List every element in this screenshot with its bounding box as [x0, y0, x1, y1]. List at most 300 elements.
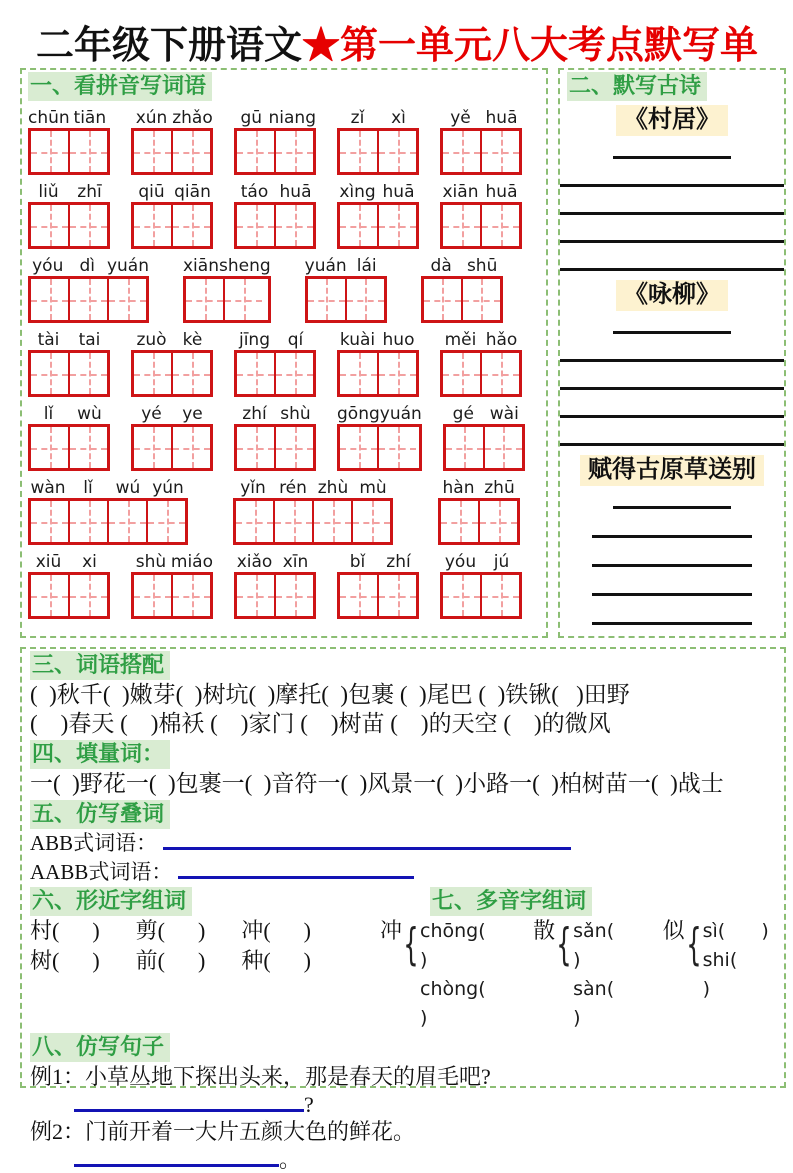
pinyin-syllable: wài: [489, 404, 519, 424]
reduplication-row: [30, 858, 776, 887]
pinyin-syllable: huā: [382, 182, 415, 202]
tianzige-cell[interactable]: [237, 205, 274, 246]
measure-word-line: 一( )野花一( )包裹一( )音符一( )风景一( )小路一( )柏树苗一( )战士: [30, 771, 724, 796]
tianzige-grid[interactable]: [131, 128, 213, 175]
pinyin-label: [440, 548, 522, 572]
tianzige-grid[interactable]: [233, 498, 393, 545]
polyphone-group: [380, 917, 523, 1033]
pinyin-label: [234, 326, 316, 350]
tianzige-cell[interactable]: [480, 575, 519, 616]
pinyin-syllable: qiān: [174, 182, 211, 202]
pinyin-syllable: xiān: [183, 256, 219, 276]
tianzige-cell[interactable]: [134, 353, 171, 394]
tianzige-grid[interactable]: [28, 202, 110, 249]
pinyin-label: [131, 326, 213, 350]
pinyin-syllable: jú: [493, 552, 510, 572]
tianzige-cell[interactable]: [377, 427, 416, 468]
tianzige-cell[interactable]: [312, 501, 351, 542]
tianzige-grid[interactable]: [28, 350, 110, 397]
poem-answer-line[interactable]: [560, 418, 784, 446]
pinyin-syllable: yún: [152, 478, 184, 498]
tianzige-grid[interactable]: [234, 202, 316, 249]
pinyin-word-group: [234, 548, 316, 619]
tianzige-grid[interactable]: [183, 276, 271, 323]
tianzige-cell[interactable]: [68, 501, 107, 542]
tianzige-cell[interactable]: [443, 575, 480, 616]
tianzige-cell[interactable]: [171, 353, 210, 394]
pinyin-syllable: měi: [444, 330, 477, 350]
tianzige-grid[interactable]: [28, 498, 188, 545]
pinyin-syllable: wù: [77, 404, 102, 424]
polyphone-groups: [380, 917, 776, 1033]
similar-char-item: 冲( ): [241, 918, 311, 943]
tianzige-grid[interactable]: [440, 572, 522, 619]
pinyin-syllable: qiū: [138, 182, 165, 202]
answer-line[interactable]: [178, 858, 414, 879]
tianzige-grid[interactable]: [337, 572, 419, 619]
pinyin-syllable: gé: [452, 404, 474, 424]
pinyin-word-group: [337, 326, 419, 397]
pinyin-label: [131, 400, 213, 424]
pinyin-word-group: [28, 252, 149, 323]
pinyin-syllable: yóu: [32, 256, 64, 276]
tianzige-cell[interactable]: [340, 575, 377, 616]
polyphone-reading: sì( ): [702, 920, 769, 942]
tianzige-cell[interactable]: [274, 575, 313, 616]
tianzige-cell[interactable]: [31, 279, 68, 320]
pinyin-word-group: [440, 548, 522, 619]
tianzige-cell[interactable]: [186, 279, 223, 320]
tianzige-grid[interactable]: [234, 424, 316, 471]
example-block: [30, 1062, 776, 1117]
tianzige-cell[interactable]: [345, 279, 384, 320]
poem-answer-line[interactable]: [592, 567, 752, 596]
panel-pinyin-words: [20, 68, 548, 638]
pinyin-syllable: xìng: [339, 182, 376, 202]
pinyin-syllable: bǐ: [349, 552, 366, 572]
pinyin-word-group: [440, 104, 522, 175]
pinyin-syllable: gōng: [337, 404, 380, 424]
pinyin-label: [131, 548, 213, 572]
pinyin-label: [234, 104, 316, 128]
tianzige-grid[interactable]: [28, 128, 110, 175]
reduplication-rows: [30, 829, 776, 887]
tianzige-cell[interactable]: [377, 205, 416, 246]
pinyin-syllable: yóu: [444, 552, 477, 572]
example-answer-row: [74, 1146, 776, 1172]
pinyin-syllable: yuán: [106, 256, 149, 276]
pinyin-word-group: [440, 178, 522, 249]
poem-answer-line[interactable]: [560, 334, 784, 362]
tianzige-cell[interactable]: [134, 575, 171, 616]
tianzige-cell[interactable]: [308, 279, 345, 320]
pinyin-label: [440, 178, 522, 202]
tianzige-cell[interactable]: [340, 205, 377, 246]
star-icon: ★: [302, 25, 341, 67]
polyphone-readings: [573, 917, 652, 1033]
tianzige-cell[interactable]: [134, 131, 171, 172]
pinyin-label: [337, 548, 419, 572]
tianzige-cell[interactable]: [31, 205, 68, 246]
page-title-red: 第一单元八大考点默写单: [340, 25, 759, 67]
tianzige-cell[interactable]: [134, 427, 171, 468]
tianzige-cell[interactable]: [134, 205, 171, 246]
pinyin-label: [440, 326, 522, 350]
pinyin-syllable: xi: [82, 552, 97, 572]
tianzige-cell[interactable]: [274, 427, 313, 468]
pinyin-word-group: [28, 400, 110, 471]
pinyin-syllable: gū: [240, 108, 263, 128]
tianzige-cell[interactable]: [68, 131, 107, 172]
poem-title: 《村居》: [616, 105, 728, 136]
pinyin-syllable: zhí: [242, 404, 267, 424]
example-block: [30, 1117, 776, 1172]
pinyin-syllable: zhù: [317, 478, 349, 498]
reduplication-row: [30, 829, 776, 858]
tianzige-cell[interactable]: [351, 501, 390, 542]
pinyin-word-group: [131, 326, 213, 397]
tianzige-grid[interactable]: [28, 572, 110, 619]
example-sentence: 例2：门前开着一大片五颜大色的鲜花。: [30, 1119, 416, 1144]
tianzige-cell[interactable]: [236, 501, 273, 542]
tianzige-cell[interactable]: [107, 279, 146, 320]
pinyin-word-group: [234, 400, 316, 471]
tianzige-cell[interactable]: [237, 575, 274, 616]
poem-answer-line[interactable]: [592, 509, 752, 538]
page-title-black: 二年级下册语文: [36, 25, 303, 67]
pinyin-rows: [28, 104, 540, 619]
pinyin-syllable: xīn: [282, 552, 309, 572]
brace-icon: {: [685, 919, 702, 970]
tianzige-cell[interactable]: [274, 205, 313, 246]
tianzige-cell[interactable]: [340, 427, 377, 468]
pinyin-label: [28, 548, 110, 572]
tianzige-cell[interactable]: [237, 427, 274, 468]
poem-answer-line[interactable]: [560, 362, 784, 390]
pinyin-syllable: tài: [37, 330, 60, 350]
tianzige-cell[interactable]: [340, 353, 377, 394]
tianzige-cell[interactable]: [446, 427, 483, 468]
pinyin-syllable: lǐ: [43, 404, 54, 424]
tianzige-cell[interactable]: [377, 131, 416, 172]
pinyin-label: [28, 178, 110, 202]
pinyin-label: [438, 474, 520, 498]
pinyin-syllable: wú: [115, 478, 141, 498]
answer-line[interactable]: [74, 1146, 279, 1167]
pinyin-syllable: huā: [279, 182, 312, 202]
example-answer-row: [74, 1091, 776, 1117]
pinyin-syllable: dà: [430, 256, 452, 276]
pinyin-syllable: lái: [356, 256, 377, 276]
tianzige-grid[interactable]: [337, 350, 419, 397]
poem-answer-line[interactable]: [560, 390, 784, 418]
section6-heading: 六、形近字组词: [30, 887, 192, 916]
tianzige-cell[interactable]: [443, 205, 480, 246]
pinyin-syllable: dì: [79, 256, 95, 276]
polyphone-reading: sǎn( ): [573, 920, 651, 971]
pinyin-syllable: zhī: [77, 182, 102, 202]
pinyin-syllable: xiān: [442, 182, 479, 202]
tianzige-cell[interactable]: [146, 501, 185, 542]
pinyin-word-group: [183, 252, 271, 323]
tianzige-grid[interactable]: [234, 128, 316, 175]
pinyin-row: [28, 178, 540, 249]
pinyin-word-group: [28, 326, 110, 397]
tianzige-cell[interactable]: [274, 353, 313, 394]
poem-author-line[interactable]: [613, 486, 731, 509]
pinyin-syllable: liǔ: [38, 182, 59, 202]
tianzige-cell[interactable]: [480, 131, 519, 172]
pinyin-label: [337, 400, 422, 424]
word-match-line: ( )秋千( )嫩芽( )树坑( )摩托( )包裹 ( )尾巴 ( )铁锹( )田野: [30, 682, 630, 707]
pinyin-row: [28, 326, 540, 397]
tianzige-cell[interactable]: [237, 131, 274, 172]
pinyin-syllable: tai: [78, 330, 101, 350]
pinyin-label: [337, 178, 419, 202]
pinyin-word-group: [28, 474, 188, 545]
tianzige-grid[interactable]: [234, 572, 316, 619]
pinyin-syllable: zhū: [484, 478, 515, 498]
pinyin-word-group: [234, 326, 316, 397]
pinyin-word-group: [421, 252, 503, 323]
pinyin-syllable: xì: [391, 108, 406, 128]
pinyin-syllable: lǐ: [83, 478, 93, 498]
similar-char-item: 前( ): [135, 948, 206, 973]
pinyin-label: [28, 474, 188, 498]
tianzige-cell[interactable]: [31, 131, 68, 172]
pinyin-label: [443, 400, 525, 424]
pinyin-syllable: yuán: [379, 404, 422, 424]
pinyin-syllable: hàn: [442, 478, 475, 498]
poem-answer-line[interactable]: [592, 596, 752, 625]
poem-answer-line[interactable]: [560, 215, 784, 243]
section1-heading: 一、看拼音写词语: [28, 72, 212, 101]
page-title: [36, 14, 758, 69]
polyphone-readings: [703, 917, 776, 1004]
tianzige-grid[interactable]: [131, 424, 213, 471]
tianzige-cell[interactable]: [273, 501, 312, 542]
pinyin-syllable: táo: [240, 182, 269, 202]
tianzige-grid[interactable]: [305, 276, 387, 323]
tianzige-cell[interactable]: [31, 427, 68, 468]
tianzige-grid[interactable]: [337, 424, 422, 471]
pinyin-row: [28, 548, 540, 619]
similar-char-item: 种( ): [241, 948, 311, 973]
tianzige-cell[interactable]: [461, 279, 500, 320]
pinyin-word-group: [131, 400, 213, 471]
tianzige-cell[interactable]: [483, 427, 522, 468]
tianzige-cell[interactable]: [68, 427, 107, 468]
tianzige-cell[interactable]: [443, 131, 480, 172]
tianzige-cell[interactable]: [31, 575, 68, 616]
polyphone-group: [533, 917, 653, 1033]
section7-heading: 七、多音字组词: [430, 887, 592, 916]
tianzige-grid[interactable]: [28, 276, 149, 323]
tianzige-cell[interactable]: [171, 575, 210, 616]
tianzige-grid[interactable]: [131, 572, 213, 619]
similar-char-rows: [30, 916, 380, 976]
pinyin-syllable: zǐ: [350, 108, 365, 128]
tianzige-cell[interactable]: [478, 501, 517, 542]
pinyin-syllable: niang: [268, 108, 316, 128]
poem-list: [567, 105, 777, 625]
pinyin-row: [28, 474, 540, 545]
poem-title: 赋得古原草送别: [580, 455, 764, 486]
pinyin-word-group: [337, 178, 419, 249]
tianzige-grid[interactable]: [438, 498, 520, 545]
poem-answer-line[interactable]: [560, 243, 784, 271]
tianzige-grid[interactable]: [440, 128, 522, 175]
pinyin-label: [233, 474, 393, 498]
tianzige-cell[interactable]: [68, 205, 107, 246]
tianzige-cell[interactable]: [171, 205, 210, 246]
similar-char-item: 剪( ): [135, 918, 206, 943]
pinyin-word-group: [131, 104, 213, 175]
poem-author-line[interactable]: [613, 136, 731, 159]
tianzige-grid[interactable]: [440, 350, 522, 397]
poem-block: [567, 280, 777, 446]
pinyin-label: [28, 400, 110, 424]
tianzige-grid[interactable]: [337, 128, 419, 175]
polyphone-reading: chōng( ): [420, 920, 522, 971]
word-match-line: ( )春天 ( )棉袄 ( )家门 ( )树苗 ( )的天空 ( )的微风: [30, 711, 611, 736]
pinyin-syllable: xún: [135, 108, 168, 128]
tianzige-cell[interactable]: [480, 205, 519, 246]
measure-word-lines: [30, 769, 776, 798]
pinyin-word-group: [443, 400, 525, 471]
brace-icon: {: [556, 919, 572, 970]
pinyin-syllable: shū: [466, 256, 498, 276]
tianzige-cell[interactable]: [443, 353, 480, 394]
reduplication-label: AABB式词语：: [30, 860, 173, 884]
tianzige-cell[interactable]: [31, 353, 68, 394]
tianzige-cell[interactable]: [68, 279, 107, 320]
section7-column: [380, 887, 776, 1033]
pinyin-syllable: yé: [141, 404, 162, 424]
tianzige-cell[interactable]: [223, 279, 262, 320]
pinyin-row: [28, 104, 540, 175]
poem-answer-line[interactable]: [592, 538, 752, 567]
panel-poem-dictation: [558, 68, 786, 638]
pinyin-word-group: [234, 104, 316, 175]
pinyin-syllable: yǐn: [240, 478, 266, 498]
pinyin-syllable: huā: [485, 108, 518, 128]
tianzige-cell[interactable]: [274, 131, 313, 172]
pinyin-word-group: [440, 326, 522, 397]
pinyin-label: [28, 252, 149, 276]
pinyin-label: [440, 104, 522, 128]
tianzige-grid[interactable]: [28, 424, 110, 471]
polyphone-readings: [420, 917, 523, 1033]
answer-suffix: ?: [304, 1092, 314, 1117]
pinyin-word-group: [131, 548, 213, 619]
pinyin-label: [234, 400, 316, 424]
pinyin-syllable: huo: [382, 330, 415, 350]
tianzige-cell[interactable]: [237, 353, 274, 394]
pinyin-syllable: shù: [135, 552, 167, 572]
tianzige-cell[interactable]: [31, 501, 68, 542]
pinyin-syllable: tiān: [73, 108, 107, 128]
pinyin-word-group: [28, 548, 110, 619]
polyphone-reading: shi( ): [702, 949, 774, 1000]
pinyin-syllable: kè: [182, 330, 203, 350]
pinyin-syllable: jīng: [238, 330, 270, 350]
sentence-examples: [30, 1062, 776, 1172]
pinyin-syllable: kuài: [339, 330, 376, 350]
pinyin-syllable: yě: [450, 108, 471, 128]
pinyin-syllable: huā: [485, 182, 518, 202]
tianzige-grid[interactable]: [131, 202, 213, 249]
answer-line[interactable]: [163, 829, 571, 850]
similar-char-item: 村( ): [30, 918, 100, 943]
tianzige-grid[interactable]: [421, 276, 503, 323]
pinyin-label: [131, 104, 213, 128]
tianzige-grid[interactable]: [131, 350, 213, 397]
pinyin-word-group: [438, 474, 520, 545]
polyphone-reading: chòng( ): [420, 978, 522, 1029]
pinyin-word-group: [234, 178, 316, 249]
polyphone-character: 散: [533, 918, 556, 943]
polyphone-character: 冲: [380, 918, 403, 943]
pinyin-row: [28, 252, 540, 323]
tianzige-cell[interactable]: [424, 279, 461, 320]
tianzige-grid[interactable]: [443, 424, 525, 471]
tianzige-cell[interactable]: [340, 131, 377, 172]
answer-line[interactable]: [74, 1091, 304, 1112]
tianzige-cell[interactable]: [68, 575, 107, 616]
tianzige-cell[interactable]: [107, 501, 146, 542]
polyphone-group: [663, 917, 776, 1033]
poem-author-line[interactable]: [613, 311, 731, 334]
pinyin-syllable: hǎo: [485, 330, 518, 350]
pinyin-syllable: qí: [287, 330, 304, 350]
pinyin-syllable: mù: [359, 478, 387, 498]
pinyin-word-group: [305, 252, 387, 323]
pinyin-word-group: [131, 178, 213, 249]
section8-heading: 八、仿写句子: [30, 1033, 170, 1062]
poem-answer-line[interactable]: [560, 159, 784, 187]
pinyin-syllable: wàn: [30, 478, 66, 498]
pinyin-label: [305, 252, 387, 276]
poem-answer-line[interactable]: [560, 187, 784, 215]
reduplication-label: ABB式词语：: [30, 831, 158, 855]
example-sentence: 例1：小草丛地下探出头来，那是春天的眉毛吧?: [30, 1064, 491, 1089]
sections-6-7: [30, 887, 776, 1033]
tianzige-cell[interactable]: [377, 575, 416, 616]
polyphone-reading: sàn( ): [573, 978, 651, 1029]
tianzige-cell[interactable]: [441, 501, 478, 542]
tianzige-cell[interactable]: [377, 353, 416, 394]
pinyin-label: [234, 178, 316, 202]
tianzige-grid[interactable]: [337, 202, 419, 249]
pinyin-label: [131, 178, 213, 202]
poem-block: [567, 455, 777, 625]
tianzige-cell[interactable]: [171, 131, 210, 172]
tianzige-cell[interactable]: [68, 353, 107, 394]
answer-suffix: 。: [279, 1147, 302, 1172]
pinyin-syllable: xiū: [35, 552, 62, 572]
word-match-lines: [30, 680, 776, 738]
pinyin-word-group: [337, 104, 419, 175]
pinyin-syllable: zhí: [386, 552, 411, 572]
pinyin-syllable: shù: [280, 404, 311, 424]
pinyin-word-group: [337, 548, 419, 619]
tianzige-grid[interactable]: [234, 350, 316, 397]
tianzige-grid[interactable]: [440, 202, 522, 249]
pinyin-word-group: [233, 474, 393, 545]
tianzige-cell[interactable]: [480, 353, 519, 394]
tianzige-cell[interactable]: [171, 427, 210, 468]
